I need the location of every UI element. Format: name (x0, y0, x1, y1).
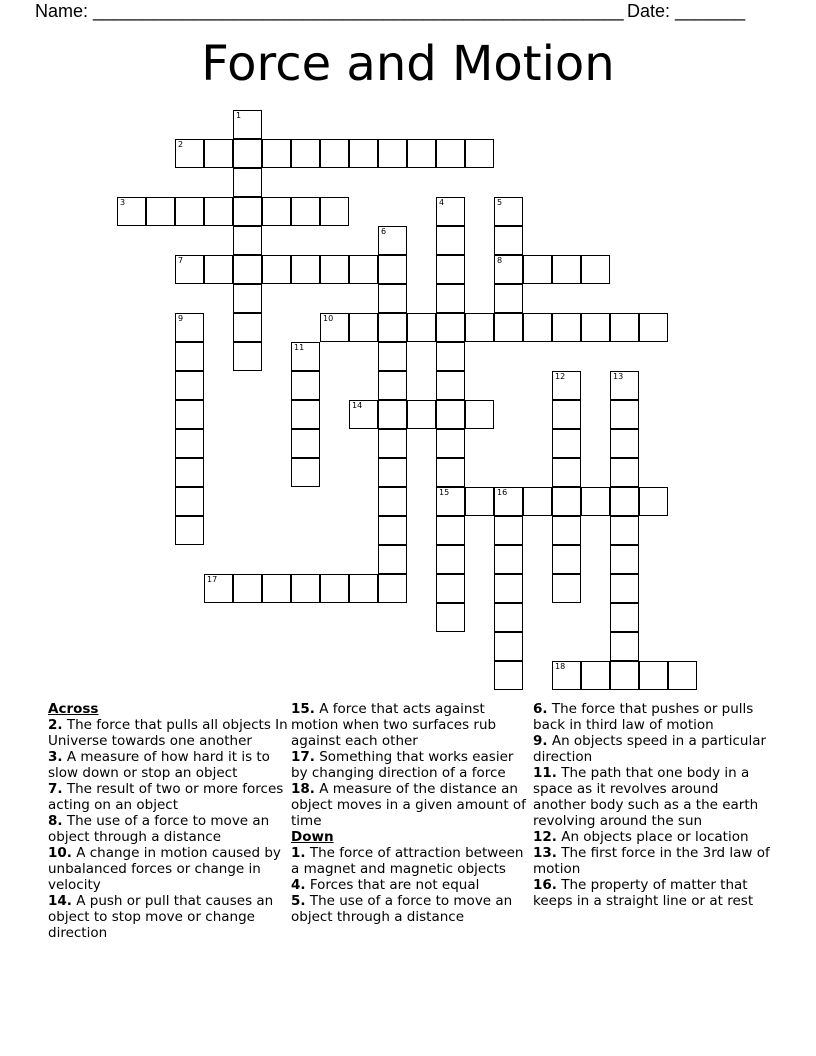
clue-number: 7 (178, 256, 184, 265)
date-blank[interactable]: _______ (675, 1, 746, 21)
grid-cell[interactable] (581, 487, 610, 516)
grid-cell[interactable] (552, 255, 581, 284)
grid-cell[interactable] (610, 632, 639, 661)
grid-cell[interactable] (378, 284, 407, 313)
clue-text: A measure of how hard it is to slow down or stop an object (48, 749, 270, 781)
grid-cell[interactable] (233, 284, 262, 313)
grid-cell[interactable] (523, 313, 552, 342)
clue-number: 7. (48, 781, 63, 797)
grid-cell[interactable] (378, 487, 407, 516)
clue-number: 16 (497, 488, 508, 497)
grid-cell[interactable] (320, 255, 349, 284)
clues-column-2 (291, 701, 531, 925)
down-clue (291, 877, 531, 893)
across-clue (291, 749, 531, 781)
grid-cell[interactable] (175, 487, 204, 516)
clue-number: 10. (48, 845, 72, 861)
clue-number: 11. (533, 765, 557, 781)
grid-cell[interactable] (349, 574, 378, 603)
grid-cell[interactable] (436, 139, 465, 168)
grid-cell[interactable] (320, 313, 349, 342)
grid-cell[interactable] (494, 226, 523, 255)
grid-cell[interactable] (552, 574, 581, 603)
down-clue (533, 701, 773, 733)
clue-text: The force that pulls all objects In Universe towards one another (48, 717, 288, 749)
grid-cell[interactable] (639, 313, 668, 342)
grid-cell[interactable] (233, 110, 262, 139)
clue-text: A push or pull that causes an object to stop move or change direction (48, 893, 274, 941)
grid-cell[interactable] (436, 400, 465, 429)
clue-number: 12 (555, 372, 566, 381)
across-clue (48, 845, 288, 893)
grid-cell[interactable] (552, 516, 581, 545)
grid-cell[interactable] (233, 139, 262, 168)
grid-cell[interactable] (175, 400, 204, 429)
grid-cell[interactable] (175, 458, 204, 487)
grid-cell[interactable] (436, 197, 465, 226)
grid-cell[interactable] (378, 139, 407, 168)
grid-cell[interactable] (175, 342, 204, 371)
grid-cell[interactable] (378, 516, 407, 545)
clue-number: 17. (291, 749, 315, 765)
grid-cell[interactable] (146, 197, 175, 226)
grid-cell[interactable] (378, 429, 407, 458)
grid-cell[interactable] (262, 255, 291, 284)
down-clue (533, 733, 773, 765)
grid-cell[interactable] (523, 255, 552, 284)
clue-text: An objects speed in a particular direction (533, 733, 767, 765)
clues-column-1 (48, 701, 288, 941)
down-clue (533, 845, 773, 877)
grid-cell[interactable] (552, 458, 581, 487)
grid-cell[interactable] (581, 661, 610, 690)
clue-text: Something that works easier by changing direction of a force (291, 749, 514, 781)
grid-cell[interactable] (291, 429, 320, 458)
clue-number: 6. (533, 701, 548, 717)
clue-number: 15. (291, 701, 315, 717)
clues-column-3 (533, 701, 773, 909)
grid-cell[interactable] (610, 313, 639, 342)
grid-cell[interactable] (407, 139, 436, 168)
clue-number: 12. (533, 829, 557, 845)
across-clue (48, 781, 288, 813)
grid-cell[interactable] (610, 661, 639, 690)
grid-cell[interactable] (610, 603, 639, 632)
clue-number: 15 (439, 488, 450, 497)
grid-cell[interactable] (639, 487, 668, 516)
grid-cell[interactable] (494, 487, 523, 516)
grid-cell[interactable] (233, 342, 262, 371)
grid-cell[interactable] (494, 603, 523, 632)
clue-number: 9. (533, 733, 548, 749)
name-blank[interactable]: _____________________________________________________ (93, 1, 624, 21)
grid-cell[interactable] (117, 197, 146, 226)
clue-number: 13 (613, 372, 624, 381)
across-clue (48, 893, 288, 941)
grid-cell[interactable] (291, 342, 320, 371)
clue-number: 4 (439, 198, 445, 207)
across-clue (48, 749, 288, 781)
grid-cell[interactable] (175, 139, 204, 168)
grid-cell[interactable] (610, 429, 639, 458)
down-clue (533, 829, 773, 845)
grid-cell[interactable] (436, 255, 465, 284)
grid-cell[interactable] (581, 313, 610, 342)
grid-cell[interactable] (291, 574, 320, 603)
grid-cell[interactable] (436, 545, 465, 574)
grid-cell[interactable] (610, 574, 639, 603)
grid-cell[interactable] (291, 400, 320, 429)
grid-cell[interactable] (494, 255, 523, 284)
clue-number: 16. (533, 877, 557, 893)
date-field[interactable] (627, 0, 745, 22)
grid-cell[interactable] (552, 313, 581, 342)
down-clue (291, 893, 531, 925)
grid-cell[interactable] (494, 197, 523, 226)
grid-cell[interactable] (378, 458, 407, 487)
grid-cell[interactable] (233, 313, 262, 342)
grid-cell[interactable] (436, 284, 465, 313)
date-label: Date: (627, 1, 676, 21)
grid-cell[interactable] (407, 313, 436, 342)
grid-cell[interactable] (465, 487, 494, 516)
grid-cell[interactable] (320, 574, 349, 603)
clue-number: 14 (352, 401, 363, 410)
grid-cell[interactable] (552, 487, 581, 516)
grid-cell[interactable] (204, 197, 233, 226)
grid-cell[interactable] (436, 342, 465, 371)
clue-text: The path that one body in a space as it revolves around another body such as a the earth revolving around the sun (533, 765, 759, 829)
grid-cell[interactable] (175, 313, 204, 342)
clue-text: The use of a force to move an object through a distance (48, 813, 270, 845)
grid-cell[interactable] (349, 255, 378, 284)
grid-cell[interactable] (494, 545, 523, 574)
name-field[interactable] (35, 0, 624, 22)
grid-cell[interactable] (233, 574, 262, 603)
clue-text: Forces that are not equal (309, 877, 480, 893)
clue-number: 18 (555, 662, 566, 671)
across-clue (48, 717, 288, 749)
grid-cell[interactable] (291, 139, 320, 168)
clue-number: 17 (207, 575, 218, 584)
grid-cell[interactable] (494, 284, 523, 313)
grid-cell[interactable] (175, 371, 204, 400)
grid-cell[interactable] (552, 400, 581, 429)
clue-number: 11 (294, 343, 305, 352)
grid-cell[interactable] (436, 226, 465, 255)
grid-cell[interactable] (378, 400, 407, 429)
grid-cell[interactable] (407, 400, 436, 429)
clue-text: A measure of the distance an object moves in a given amount of time (291, 781, 526, 829)
grid-cell[interactable] (552, 429, 581, 458)
grid-cell[interactable] (552, 661, 581, 690)
grid-cell[interactable] (204, 139, 233, 168)
clue-number: 6 (381, 227, 387, 236)
grid-cell[interactable] (204, 255, 233, 284)
grid-cell[interactable] (494, 574, 523, 603)
clue-text: An objects place or location (561, 829, 749, 845)
grid-cell[interactable] (378, 255, 407, 284)
clue-number: 2 (178, 140, 184, 149)
clue-number: 18. (291, 781, 315, 797)
grid-cell[interactable] (552, 371, 581, 400)
grid-cell[interactable] (262, 197, 291, 226)
grid-cell[interactable] (175, 197, 204, 226)
grid-cell[interactable] (349, 313, 378, 342)
grid-cell[interactable] (552, 545, 581, 574)
grid-cell[interactable] (262, 574, 291, 603)
grid-cell[interactable] (175, 429, 204, 458)
grid-cell[interactable] (378, 313, 407, 342)
down-heading: Down (291, 829, 334, 845)
clue-text: The result of two or more forces acting on an object (48, 781, 284, 813)
grid-cell[interactable] (175, 255, 204, 284)
clue-number: 2. (48, 717, 63, 733)
grid-cell[interactable] (465, 313, 494, 342)
clue-number: 8. (48, 813, 63, 829)
clue-text: The force that pushes or pulls back in third law of motion (533, 701, 754, 733)
grid-cell[interactable] (494, 632, 523, 661)
clue-number: 8 (497, 256, 503, 265)
across-clue (48, 813, 288, 845)
clue-number: 13. (533, 845, 557, 861)
grid-cell[interactable] (639, 661, 668, 690)
grid-cell[interactable] (494, 516, 523, 545)
grid-cell[interactable] (320, 139, 349, 168)
grid-cell[interactable] (378, 226, 407, 255)
grid-cell[interactable] (523, 487, 552, 516)
clue-number: 5. (291, 893, 306, 909)
grid-cell[interactable] (233, 255, 262, 284)
grid-cell[interactable] (349, 400, 378, 429)
grid-cell[interactable] (436, 603, 465, 632)
clue-number: 3 (120, 198, 126, 207)
grid-cell[interactable] (610, 400, 639, 429)
grid-cell[interactable] (436, 429, 465, 458)
grid-cell[interactable] (378, 371, 407, 400)
grid-cell[interactable] (610, 516, 639, 545)
grid-cell[interactable] (465, 400, 494, 429)
grid-cell[interactable] (233, 197, 262, 226)
clue-number: 1 (236, 111, 242, 120)
grid-cell[interactable] (436, 487, 465, 516)
grid-cell[interactable] (378, 342, 407, 371)
page-title: Force and Motion (201, 36, 615, 92)
across-clue (291, 781, 531, 829)
grid-cell[interactable] (436, 516, 465, 545)
clue-number: 9 (178, 314, 184, 323)
clue-number: 3. (48, 749, 63, 765)
grid-cell[interactable] (668, 661, 697, 690)
grid-cell[interactable] (204, 574, 233, 603)
down-clue (533, 765, 773, 829)
clue-text: The property of matter that keeps in a straight line or at rest (533, 877, 754, 909)
across-clue (291, 701, 531, 749)
clue-number: 1. (291, 845, 306, 861)
grid-cell[interactable] (436, 313, 465, 342)
name-label: Name: (35, 1, 94, 21)
grid-cell[interactable] (610, 371, 639, 400)
grid-cell[interactable] (378, 574, 407, 603)
clue-text: A force that acts against motion when two surfaces rub against each other (291, 701, 497, 749)
grid-cell[interactable] (291, 458, 320, 487)
grid-cell[interactable] (494, 661, 523, 690)
grid-cell[interactable] (436, 371, 465, 400)
grid-cell[interactable] (291, 371, 320, 400)
grid-cell[interactable] (233, 226, 262, 255)
grid-cell[interactable] (175, 516, 204, 545)
grid-cell[interactable] (320, 197, 349, 226)
grid-cell[interactable] (378, 545, 407, 574)
clue-text: A change in motion caused by unbalanced forces or change in velocity (48, 845, 281, 893)
grid-cell[interactable] (291, 255, 320, 284)
grid-cell[interactable] (233, 168, 262, 197)
down-clue (291, 845, 531, 877)
clue-text: The force of attraction between a magnet and magnetic objects (291, 845, 524, 877)
grid-cell[interactable] (436, 574, 465, 603)
grid-cell[interactable] (581, 255, 610, 284)
across-heading: Across (48, 701, 99, 717)
grid-cell[interactable] (262, 139, 291, 168)
grid-cell[interactable] (291, 197, 320, 226)
clue-number: 4. (291, 877, 306, 893)
clue-number: 5 (497, 198, 503, 207)
down-clue (533, 877, 773, 909)
clue-number: 10 (323, 314, 334, 323)
clue-number: 14. (48, 893, 72, 909)
grid-cell[interactable] (465, 139, 494, 168)
grid-cell[interactable] (436, 458, 465, 487)
clue-text: The use of a force to move an object through a distance (291, 893, 513, 925)
grid-cell[interactable] (610, 458, 639, 487)
clue-text: The first force in the 3rd law of motion (533, 845, 770, 877)
grid-cell[interactable] (349, 139, 378, 168)
grid-cell[interactable] (610, 545, 639, 574)
grid-cell[interactable] (494, 313, 523, 342)
grid-cell[interactable] (610, 487, 639, 516)
